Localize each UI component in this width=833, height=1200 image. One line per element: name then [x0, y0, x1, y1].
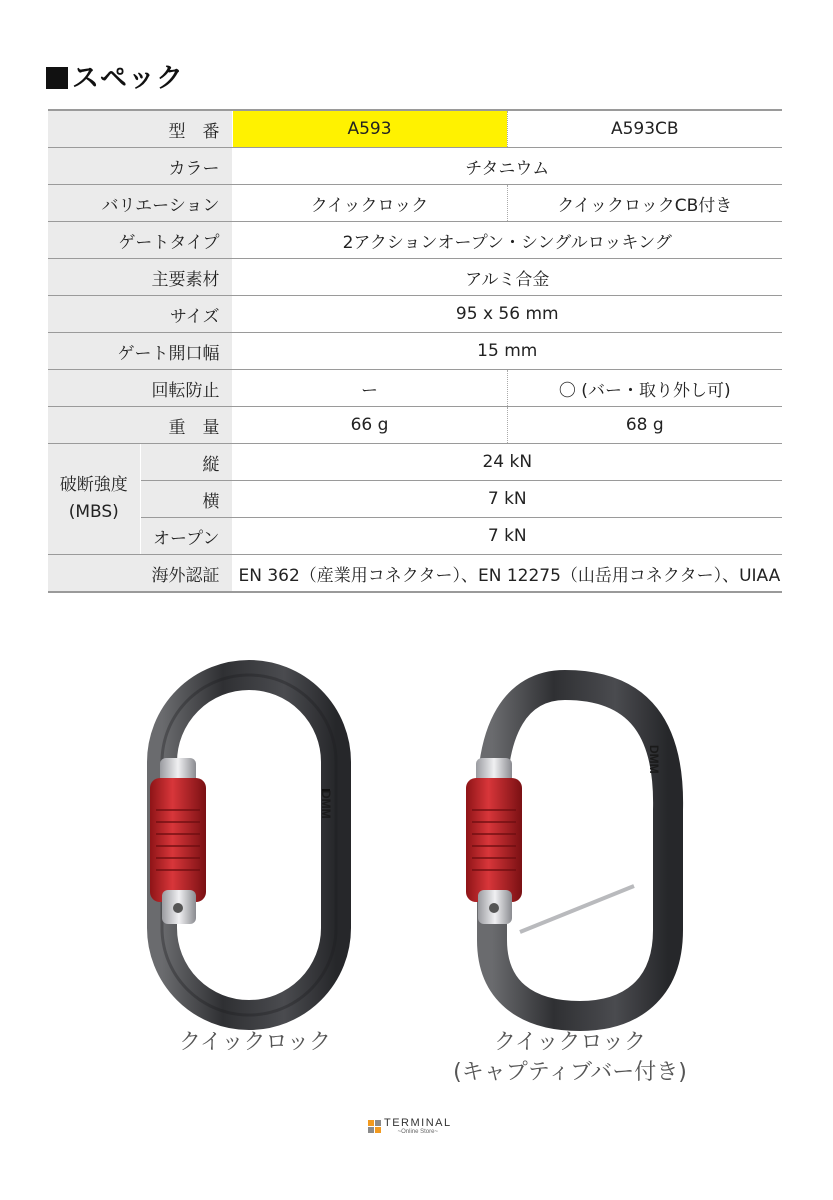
value-anti-rotation-a: ー [232, 370, 507, 407]
value-material: アルミ合金 [232, 259, 782, 296]
row-gate-type [48, 222, 782, 259]
spec-table [48, 109, 782, 593]
value-anti-rotation-b: 〇 (バー・取り外し可) [507, 370, 782, 407]
label-breaking-strength-line2: (MBS) [68, 502, 119, 522]
caption-quicklock-line1: クイックロック [178, 1030, 332, 1055]
label-minor-axis: 横 [140, 481, 232, 518]
label-gate-type: ゲートタイプ [48, 222, 232, 259]
carabiner-illustrations [0, 640, 833, 1040]
row-gate-opening [48, 333, 782, 370]
row-weight [48, 407, 782, 444]
row-anti-rotation [48, 370, 782, 407]
value-model-a: A593 [232, 110, 507, 148]
value-model-b: A593CB [507, 110, 782, 148]
label-breaking-strength [48, 444, 140, 555]
value-gate-type: 2アクションオープン・シングルロッキング [232, 222, 782, 259]
label-color: カラー [48, 148, 232, 185]
caption-quicklock-cb-line1: クイックロック [493, 1030, 647, 1055]
row-material [48, 259, 782, 296]
label-anti-rotation: 回転防止 [48, 370, 232, 407]
value-variation-a: クイックロック [232, 185, 507, 222]
logo-sub: ~Online Store~ [397, 1129, 438, 1135]
row-minor-axis [48, 481, 782, 518]
logo-mark-icon [368, 1120, 381, 1133]
value-size: 95 x 56 mm [232, 296, 782, 333]
logo-name: TERMINAL [384, 1117, 452, 1129]
terminal-logo [368, 1118, 452, 1135]
value-variation-b: クイックロックCB付き [507, 185, 782, 222]
row-major-axis [48, 444, 782, 481]
caption-quicklock [160, 1028, 350, 1058]
value-minor-axis: 7 kN [232, 481, 782, 518]
engraving-left: DMM [319, 790, 333, 819]
caption-quicklock-cb [430, 1028, 710, 1088]
label-weight: 重 量 [48, 407, 232, 444]
value-gate-opening: 15 mm [232, 333, 782, 370]
value-open-gate: 7 kN [232, 518, 782, 555]
section-heading [46, 56, 184, 95]
row-certification [48, 555, 782, 593]
carabiner-quicklock [150, 675, 336, 1015]
label-variation: バリエーション [48, 185, 232, 222]
row-open-gate [48, 518, 782, 555]
product-photos [0, 640, 833, 1040]
label-certification: 海外認証 [48, 555, 232, 593]
label-major-axis: 縦 [140, 444, 232, 481]
label-gate-opening: ゲート開口幅 [48, 333, 232, 370]
engraving-right: DMM [647, 745, 661, 774]
row-model [48, 110, 782, 148]
value-certification: EN 362（産業用コネクター）、EN 12275（山岳用コネクター）、UIAA [232, 555, 782, 593]
carabiner-quicklock-captive-bar [466, 685, 668, 1016]
row-size [48, 296, 782, 333]
label-size: サイズ [48, 296, 232, 333]
section-heading-text: スペック [72, 63, 184, 94]
caption-quicklock-cb-line2: (キャプティブバー付き) [453, 1060, 687, 1085]
value-major-axis: 24 kN [232, 444, 782, 481]
label-breaking-strength-line1: 破断強度 [59, 475, 128, 495]
value-color: チタニウム [232, 148, 782, 185]
square-bullet-icon [46, 67, 68, 89]
label-material: 主要素材 [48, 259, 232, 296]
captive-bar [520, 886, 634, 932]
label-model: 型 番 [48, 110, 232, 148]
row-color [48, 148, 782, 185]
value-weight-b: 68 g [507, 407, 782, 444]
label-open-gate: オープン [140, 518, 232, 555]
value-weight-a: 66 g [232, 407, 507, 444]
row-variation [48, 185, 782, 222]
